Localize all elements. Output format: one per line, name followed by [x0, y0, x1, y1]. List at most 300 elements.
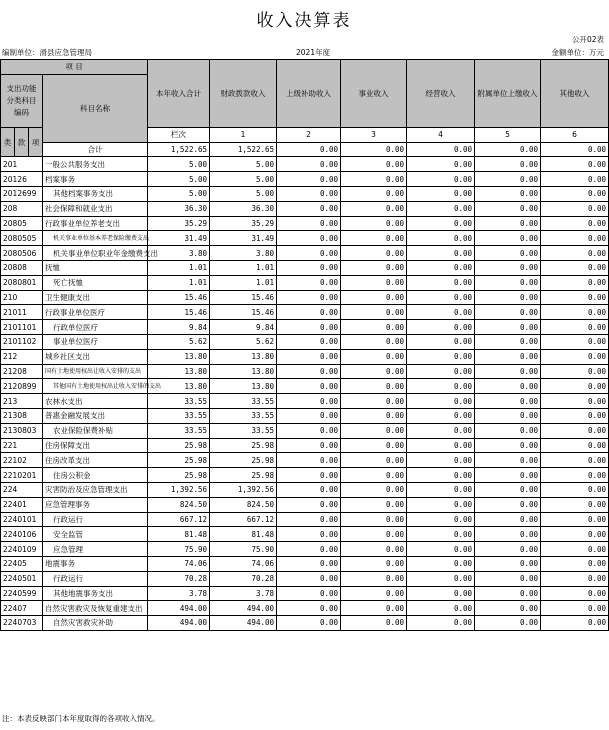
table-row: [1, 246, 609, 261]
row-value-3: 0.00: [277, 349, 341, 364]
row-value-1: 33.55: [148, 408, 210, 423]
table-note: 注：本表反映部门本年度取得的各项收入情况。: [2, 714, 160, 723]
row-value-2: 31.49: [210, 231, 277, 246]
row-value-6: 0.00: [475, 423, 541, 438]
row-value-7: 0.00: [541, 482, 609, 497]
row-value-1: 70.28: [148, 571, 210, 586]
row-value-4: 0.00: [341, 438, 407, 453]
row-value-3: 0.00: [277, 305, 341, 320]
table-row: [1, 394, 609, 409]
row-name: 农林水支出: [43, 394, 148, 409]
row-value-1: 494.00: [148, 601, 210, 616]
row-value-4: 0.00: [341, 394, 407, 409]
row-value-1: 74.06: [148, 556, 210, 571]
row-value-3: 0.00: [277, 364, 341, 379]
row-value-4: 0.00: [341, 246, 407, 261]
row-value-1: 31.49: [148, 231, 210, 246]
row-value-4: 0.00: [341, 334, 407, 349]
row-value-4: 0.00: [341, 260, 407, 275]
row-value-6: 0.00: [475, 571, 541, 586]
row-value-4: 0.00: [341, 379, 407, 394]
row-value-1: 15.46: [148, 305, 210, 320]
row-value-6: 0.00: [475, 468, 541, 483]
total-value-7: 0.00: [541, 142, 609, 157]
row-value-3: 0.00: [277, 231, 341, 246]
row-name: 住房公积金: [43, 468, 148, 483]
row-value-5: 0.00: [407, 364, 475, 379]
row-value-2: 33.55: [210, 394, 277, 409]
row-name: 机关事业单位职业年金缴费支出: [43, 246, 148, 261]
row-value-7: 0.00: [541, 616, 609, 631]
row-value-1: 13.80: [148, 379, 210, 394]
row-value-4: 0.00: [341, 601, 407, 616]
row-code: 22405: [1, 556, 43, 571]
table-row: [1, 453, 609, 468]
row-name: 应急管理事务: [43, 497, 148, 512]
row-value-1: 3.80: [148, 246, 210, 261]
row-value-2: 33.55: [210, 423, 277, 438]
header-col-5: 经营收入: [407, 60, 475, 128]
row-value-2: 13.80: [210, 379, 277, 394]
row-name: 行政事业单位医疗: [43, 305, 148, 320]
row-value-7: 0.00: [541, 246, 609, 261]
row-name: 国有土地使用权出让收入安排的支出: [43, 364, 148, 379]
total-value-2: 1,522.65: [210, 142, 277, 157]
row-name: 事业单位医疗: [43, 334, 148, 349]
unit-row: [0, 46, 608, 58]
row-value-1: 824.50: [148, 497, 210, 512]
row-value-3: 0.00: [277, 438, 341, 453]
table-row: [1, 231, 609, 246]
row-name: 行政运行: [43, 571, 148, 586]
row-code: 208: [1, 201, 43, 216]
row-code: 2240501: [1, 571, 43, 586]
table-row: [1, 423, 609, 438]
row-value-5: 0.00: [407, 542, 475, 557]
row-value-4: 0.00: [341, 364, 407, 379]
table-row: [1, 616, 609, 631]
row-value-4: 0.00: [341, 482, 407, 497]
row-value-1: 75.90: [148, 542, 210, 557]
row-value-3: 0.00: [277, 482, 341, 497]
row-name: 行政单位医疗: [43, 320, 148, 335]
col-index-1: 1: [210, 127, 277, 142]
row-value-3: 0.00: [277, 408, 341, 423]
row-value-1: 494.00: [148, 616, 210, 631]
row-value-6: 0.00: [475, 482, 541, 497]
row-value-2: 9.84: [210, 320, 277, 335]
row-value-7: 0.00: [541, 468, 609, 483]
income-table: [0, 59, 609, 631]
col-index-3: 3: [341, 127, 407, 142]
table-row: [1, 527, 609, 542]
row-value-2: 35.29: [210, 216, 277, 231]
table-row: [1, 379, 609, 394]
row-value-2: 3.80: [210, 246, 277, 261]
header-col-1: 本年收入合计: [148, 60, 210, 128]
row-code: 20805: [1, 216, 43, 231]
row-value-5: 0.00: [407, 616, 475, 631]
row-value-7: 0.00: [541, 408, 609, 423]
row-name: 社会保障和就业支出: [43, 201, 148, 216]
row-value-6: 0.00: [475, 320, 541, 335]
table-row: [1, 497, 609, 512]
row-code: 212: [1, 349, 43, 364]
row-value-2: 25.98: [210, 438, 277, 453]
row-name: 行政事业单位养老支出: [43, 216, 148, 231]
row-value-3: 0.00: [277, 601, 341, 616]
row-code: 210: [1, 290, 43, 305]
row-value-3: 0.00: [277, 453, 341, 468]
row-value-7: 0.00: [541, 571, 609, 586]
col-index-5: 5: [475, 127, 541, 142]
row-value-7: 0.00: [541, 275, 609, 290]
row-value-3: 0.00: [277, 246, 341, 261]
row-value-7: 0.00: [541, 601, 609, 616]
row-value-6: 0.00: [475, 527, 541, 542]
row-value-2: 494.00: [210, 616, 277, 631]
row-value-3: 0.00: [277, 571, 341, 586]
row-value-5: 0.00: [407, 571, 475, 586]
col-index-2: 2: [277, 127, 341, 142]
row-code: 2240101: [1, 512, 43, 527]
row-name: 住房保障支出: [43, 438, 148, 453]
header-kuan: 款: [15, 127, 29, 157]
row-value-7: 0.00: [541, 364, 609, 379]
amount-unit: 金额单位：万元: [551, 48, 604, 57]
row-value-2: 15.46: [210, 290, 277, 305]
row-value-3: 0.00: [277, 468, 341, 483]
row-value-4: 0.00: [341, 186, 407, 201]
row-value-1: 5.00: [148, 172, 210, 187]
row-code: 2240599: [1, 586, 43, 601]
row-value-6: 0.00: [475, 349, 541, 364]
row-value-7: 0.00: [541, 349, 609, 364]
row-value-2: 15.46: [210, 305, 277, 320]
table-row: [1, 364, 609, 379]
row-value-5: 0.00: [407, 246, 475, 261]
header-col-2: 财政拨款收入: [210, 60, 277, 128]
row-value-7: 0.00: [541, 320, 609, 335]
row-value-5: 0.00: [407, 482, 475, 497]
row-code: 2120899: [1, 379, 43, 394]
row-value-6: 0.00: [475, 186, 541, 201]
row-code: 20808: [1, 260, 43, 275]
row-value-7: 0.00: [541, 216, 609, 231]
table-row: [1, 216, 609, 231]
row-value-7: 0.00: [541, 305, 609, 320]
row-value-4: 0.00: [341, 320, 407, 335]
row-name: 农业保险保费补贴: [43, 423, 148, 438]
table-row: [1, 586, 609, 601]
table-row: [1, 157, 609, 172]
row-value-3: 0.00: [277, 157, 341, 172]
row-value-2: 36.30: [210, 201, 277, 216]
row-value-2: 494.00: [210, 601, 277, 616]
row-value-3: 0.00: [277, 394, 341, 409]
row-code: 224: [1, 482, 43, 497]
row-value-4: 0.00: [341, 453, 407, 468]
row-code: 2012699: [1, 186, 43, 201]
row-value-7: 0.00: [541, 231, 609, 246]
total-row: [1, 142, 609, 157]
row-value-3: 0.00: [277, 290, 341, 305]
row-value-5: 0.00: [407, 349, 475, 364]
row-name: 档案事务: [43, 172, 148, 187]
row-name: 机关事业单位基本养老保险缴费支出: [43, 231, 148, 246]
row-value-5: 0.00: [407, 423, 475, 438]
row-value-1: 15.46: [148, 290, 210, 305]
row-name: 普惠金融发展支出: [43, 408, 148, 423]
row-code: 221: [1, 438, 43, 453]
row-value-3: 0.00: [277, 379, 341, 394]
row-value-7: 0.00: [541, 334, 609, 349]
row-value-5: 0.00: [407, 216, 475, 231]
row-value-4: 0.00: [341, 172, 407, 187]
row-name: 其他档案事务支出: [43, 186, 148, 201]
table-row: [1, 349, 609, 364]
row-value-6: 0.00: [475, 231, 541, 246]
row-value-4: 0.00: [341, 586, 407, 601]
row-value-2: 667.12: [210, 512, 277, 527]
row-name: 卫生健康支出: [43, 290, 148, 305]
row-value-5: 0.00: [407, 497, 475, 512]
row-code: 213: [1, 394, 43, 409]
row-value-6: 0.00: [475, 364, 541, 379]
row-value-4: 0.00: [341, 201, 407, 216]
row-value-4: 0.00: [341, 512, 407, 527]
row-code: 21011: [1, 305, 43, 320]
row-value-1: 33.55: [148, 394, 210, 409]
row-value-4: 0.00: [341, 423, 407, 438]
row-value-6: 0.00: [475, 216, 541, 231]
row-value-5: 0.00: [407, 275, 475, 290]
lanci-label: 栏次: [148, 127, 210, 142]
row-name: 其他国有土地使用权出让收入安排的支出: [43, 379, 148, 394]
table-row: [1, 556, 609, 571]
row-value-1: 5.62: [148, 334, 210, 349]
row-value-2: 5.00: [210, 172, 277, 187]
header-col-6: 附属单位上缴收入: [475, 60, 541, 128]
row-value-5: 0.00: [407, 231, 475, 246]
row-code: 22401: [1, 497, 43, 512]
row-value-4: 0.00: [341, 616, 407, 631]
row-value-3: 0.00: [277, 542, 341, 557]
row-name: 其他地震事务支出: [43, 586, 148, 601]
row-value-5: 0.00: [407, 453, 475, 468]
row-value-6: 0.00: [475, 601, 541, 616]
row-name: 行政运行: [43, 512, 148, 527]
row-value-6: 0.00: [475, 542, 541, 557]
table-row: [1, 172, 609, 187]
header-project: 项 目: [1, 60, 148, 75]
row-value-7: 0.00: [541, 556, 609, 571]
row-value-6: 0.00: [475, 246, 541, 261]
header-lei: 类: [1, 127, 15, 157]
row-code: 20126: [1, 172, 43, 187]
header-name-label: 科目名称: [43, 74, 148, 142]
row-value-7: 0.00: [541, 201, 609, 216]
row-value-5: 0.00: [407, 334, 475, 349]
row-code: 21308: [1, 408, 43, 423]
header-col-7: 其他收入: [541, 60, 609, 128]
row-value-4: 0.00: [341, 556, 407, 571]
row-value-7: 0.00: [541, 186, 609, 201]
header-code-label: 支出功能分类科目编码: [1, 74, 43, 127]
row-value-1: 81.48: [148, 527, 210, 542]
row-value-7: 0.00: [541, 423, 609, 438]
row-value-5: 0.00: [407, 468, 475, 483]
row-code: 2130803: [1, 423, 43, 438]
row-value-2: 5.62: [210, 334, 277, 349]
row-value-7: 0.00: [541, 497, 609, 512]
table-row: [1, 512, 609, 527]
table-row: [1, 201, 609, 216]
row-value-5: 0.00: [407, 438, 475, 453]
row-value-1: 667.12: [148, 512, 210, 527]
row-value-3: 0.00: [277, 172, 341, 187]
row-value-5: 0.00: [407, 290, 475, 305]
row-value-7: 0.00: [541, 512, 609, 527]
row-value-3: 0.00: [277, 512, 341, 527]
row-value-6: 0.00: [475, 394, 541, 409]
row-value-6: 0.00: [475, 586, 541, 601]
row-value-4: 0.00: [341, 349, 407, 364]
row-code: 2080505: [1, 231, 43, 246]
row-value-6: 0.00: [475, 453, 541, 468]
table-row: [1, 542, 609, 557]
row-code: 2240703: [1, 616, 43, 631]
total-value-4: 0.00: [341, 142, 407, 157]
compiling-unit: 编制单位：滑县应急管理局: [2, 48, 92, 57]
page-title: 收入决算表: [256, 11, 352, 31]
total-label: 合计: [43, 142, 148, 157]
row-name: 一般公共服务支出: [43, 157, 148, 172]
row-value-4: 0.00: [341, 231, 407, 246]
total-value-5: 0.00: [407, 142, 475, 157]
row-value-5: 0.00: [407, 172, 475, 187]
row-name: 灾害防治及应急管理支出: [43, 482, 148, 497]
row-value-1: 33.55: [148, 423, 210, 438]
row-value-3: 0.00: [277, 556, 341, 571]
row-value-4: 0.00: [341, 468, 407, 483]
row-value-7: 0.00: [541, 260, 609, 275]
row-value-2: 1.01: [210, 275, 277, 290]
row-value-2: 1.01: [210, 260, 277, 275]
header-col-3: 上级补助收入: [277, 60, 341, 128]
table-row: [1, 320, 609, 335]
row-value-4: 0.00: [341, 408, 407, 423]
table-row: [1, 408, 609, 423]
row-value-1: 35.29: [148, 216, 210, 231]
row-value-4: 0.00: [341, 542, 407, 557]
row-value-6: 0.00: [475, 290, 541, 305]
row-value-7: 0.00: [541, 586, 609, 601]
row-code: 2080506: [1, 246, 43, 261]
col-index-4: 4: [407, 127, 475, 142]
row-code: 201: [1, 157, 43, 172]
row-value-7: 0.00: [541, 172, 609, 187]
row-value-2: 81.48: [210, 527, 277, 542]
row-value-6: 0.00: [475, 408, 541, 423]
row-value-4: 0.00: [341, 290, 407, 305]
row-value-3: 0.00: [277, 186, 341, 201]
table-code: 公开02表: [571, 35, 604, 44]
row-value-1: 25.98: [148, 468, 210, 483]
row-value-1: 1,392.56: [148, 482, 210, 497]
table-row: [1, 571, 609, 586]
row-value-2: 70.28: [210, 571, 277, 586]
row-value-1: 5.00: [148, 157, 210, 172]
row-value-7: 0.00: [541, 290, 609, 305]
row-value-2: 25.98: [210, 453, 277, 468]
row-value-6: 0.00: [475, 334, 541, 349]
row-value-2: 74.06: [210, 556, 277, 571]
row-value-7: 0.00: [541, 542, 609, 557]
row-value-3: 0.00: [277, 275, 341, 290]
row-value-6: 0.00: [475, 172, 541, 187]
row-value-1: 13.80: [148, 364, 210, 379]
row-value-5: 0.00: [407, 556, 475, 571]
row-name: 城乡社区支出: [43, 349, 148, 364]
row-code: 21208: [1, 364, 43, 379]
row-value-2: 5.00: [210, 186, 277, 201]
row-value-6: 0.00: [475, 305, 541, 320]
row-value-4: 0.00: [341, 305, 407, 320]
table-row: [1, 482, 609, 497]
row-value-4: 0.00: [341, 275, 407, 290]
table-row: [1, 305, 609, 320]
total-value-1: 1,522.65: [148, 142, 210, 157]
table-row: [1, 260, 609, 275]
row-value-7: 0.00: [541, 394, 609, 409]
row-value-3: 0.00: [277, 497, 341, 512]
row-name: 自然灾害救灾及恢复重建支出: [43, 601, 148, 616]
row-value-1: 1.01: [148, 275, 210, 290]
row-code: 22102: [1, 453, 43, 468]
row-code: 2210201: [1, 468, 43, 483]
total-value-6: 0.00: [475, 142, 541, 157]
row-value-5: 0.00: [407, 586, 475, 601]
row-value-2: 33.55: [210, 408, 277, 423]
row-value-2: 25.98: [210, 468, 277, 483]
table-row: [1, 468, 609, 483]
row-name: 住房改革支出: [43, 453, 148, 468]
row-value-1: 25.98: [148, 438, 210, 453]
row-value-3: 0.00: [277, 334, 341, 349]
row-value-3: 0.00: [277, 586, 341, 601]
row-name: 自然灾害救灾补助: [43, 616, 148, 631]
row-value-5: 0.00: [407, 394, 475, 409]
row-value-5: 0.00: [407, 601, 475, 616]
row-value-1: 9.84: [148, 320, 210, 335]
header-col-4: 事业收入: [341, 60, 407, 128]
row-value-4: 0.00: [341, 216, 407, 231]
row-value-7: 0.00: [541, 157, 609, 172]
row-value-5: 0.00: [407, 512, 475, 527]
row-name: 应急管理: [43, 542, 148, 557]
row-value-6: 0.00: [475, 260, 541, 275]
col-index-6: 6: [541, 127, 609, 142]
row-code: 2240106: [1, 527, 43, 542]
row-value-1: 5.00: [148, 186, 210, 201]
row-value-5: 0.00: [407, 320, 475, 335]
row-value-5: 0.00: [407, 527, 475, 542]
row-value-6: 0.00: [475, 379, 541, 394]
row-value-6: 0.00: [475, 556, 541, 571]
table-row: [1, 290, 609, 305]
row-code: 2240109: [1, 542, 43, 557]
